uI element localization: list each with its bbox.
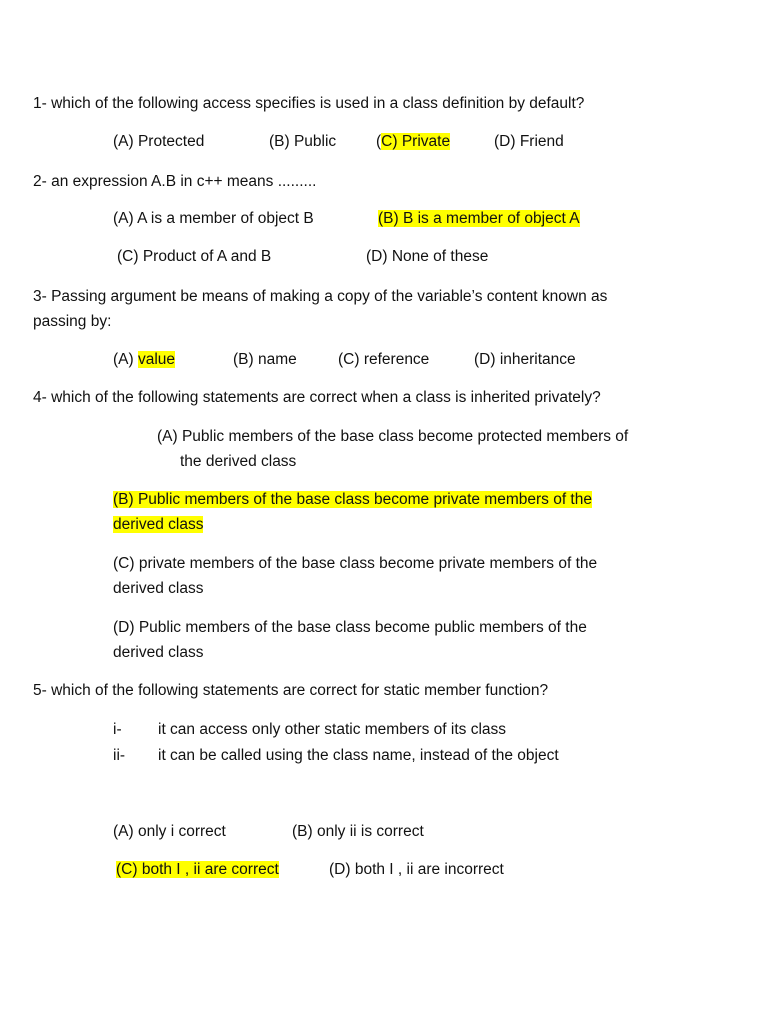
q3-option-d: (D) inheritance	[474, 351, 576, 368]
q5-option-a: (A) only i correct	[113, 823, 226, 840]
q5-option-c	[116, 860, 279, 880]
q1-option-c	[376, 132, 450, 152]
q4-option-c-line1: (C) private members of the base class become private members of the	[113, 555, 598, 572]
q2-option-c: (C) Product of A and B	[117, 248, 272, 265]
q4-option-c-line2: derived class	[113, 580, 204, 597]
q4-option-a-line2: the derived class	[180, 453, 297, 470]
q4-option-d-line1: (D) Public members of the base class become public members of the	[113, 619, 587, 636]
q2-option-b-highlighted: (B) B is a member of object A	[378, 210, 580, 227]
q1-option-c-prefix: (	[376, 133, 382, 150]
q5-statement-1: it can access only other static members of its class	[158, 721, 507, 738]
q3-option-a-prefix: (A)	[113, 351, 134, 368]
q5-statement-2-number: ii-	[113, 747, 126, 764]
q4-option-b-line1-highlighted: (B) Public members of the base class become private members of the	[113, 491, 592, 508]
q4-question: 4- which of the following statements are correct when a class is inherited privately?	[33, 389, 601, 406]
q3-question-line2: passing by:	[33, 313, 112, 330]
q4-option-b-line1	[113, 490, 592, 510]
q3-option-a-highlighted: value	[137, 351, 176, 368]
q5-statement-1-number: i-	[113, 721, 122, 738]
q5-option-d: (D) both I , ii are incorrect	[329, 861, 504, 878]
q3-question-line1: 3- Passing argument be means of making a copy of the variable’s content known as	[33, 288, 608, 305]
q1-option-b: (B) Public	[269, 133, 337, 150]
q3-option-c: (C) reference	[338, 351, 430, 368]
q3-option-a	[113, 350, 175, 370]
q4-option-b-line2-highlighted: derived class	[113, 516, 204, 533]
q4-option-b-line2	[113, 515, 203, 535]
q5-option-b: (B) only ii is correct	[292, 823, 424, 840]
q4-option-d-line2: derived class	[113, 644, 204, 661]
q1-option-c-highlighted: C) Private	[381, 133, 451, 150]
q1-option-d: (D) Friend	[494, 133, 564, 150]
q1-question: 1- which of the following access specifies is used in a class definition by default?	[33, 95, 585, 112]
q2-option-d: (D) None of these	[366, 248, 489, 265]
q4-option-a-line1: (A) Public members of the base class become protected members of	[157, 428, 629, 445]
q2-option-a: (A) A is a member of object B	[113, 210, 314, 227]
q3-option-b: (B) name	[233, 351, 297, 368]
q1-option-a: (A) Protected	[113, 133, 205, 150]
q2-question: 2- an expression A.B in c++ means .........	[33, 173, 317, 190]
q5-question: 5- which of the following statements are correct for static member function?	[33, 682, 549, 699]
q2-option-b	[378, 209, 580, 229]
q5-statement-2: it can be called using the class name, instead of the object	[158, 747, 559, 764]
q5-option-c-highlighted: (C) both I , ii are correct	[116, 861, 279, 878]
